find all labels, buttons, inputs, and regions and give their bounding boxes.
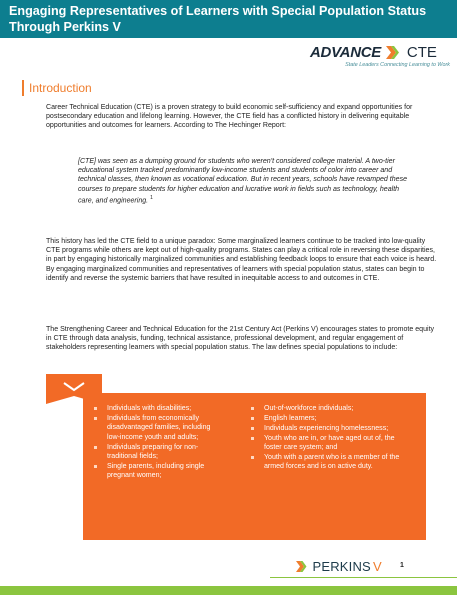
bullet-icon — [251, 456, 254, 459]
header-banner — [0, 0, 457, 38]
footnote-reference: 1 — [150, 194, 153, 201]
bullet-icon — [94, 446, 97, 449]
bullet-icon — [94, 417, 97, 420]
list-item: Youth who are in, or have aged out of, the foster care system; and — [250, 434, 400, 453]
list-item: English learners; — [250, 414, 400, 423]
list-item: Single parents, including single pregnant women; — [93, 462, 223, 481]
section-heading: Introduction — [29, 81, 92, 95]
section-accent-bar — [22, 80, 24, 96]
list-item: Individuals from economically disadvantaged families, including low-income youth and adults; — [93, 414, 223, 442]
perkins-paragraph: The Strengthening Career and Technical Education for the 21st Century Act (Perkins V) encourages states to promote equity in CTE through data analysis, funding, technical assistance, professional development, and regular engagement of stakeholders representing learners with special population status. The law defines special populations to include: — [46, 326, 435, 352]
footer-divider — [270, 577, 457, 578]
quote-text: [CTE] was seen as a dumping ground for students who weren't considered college material. A two-tier educational system tracked predominantly low-income students and students of color into career and technical classes, then known as vocational education. But in recent years, schools have revamped these courses to prepare students for higher education and lucrative work in fields such as technology, health care, and engineering. — [78, 158, 408, 205]
document-title: Engaging Representatives of Learners with Special Population Status Through Perkins V — [9, 4, 427, 34]
list-item: Individuals preparing for non-traditional fields; — [93, 443, 223, 462]
bullet-icon — [251, 407, 254, 410]
chevron-arrow-icon — [386, 46, 401, 59]
hechinger-quote — [78, 157, 414, 205]
logo-tagline: State Leaders Connecting Learning to Work — [345, 62, 450, 68]
bullet-icon — [94, 407, 97, 410]
special-populations-box — [83, 393, 426, 540]
list-item: Out-of-workforce individuals; — [250, 404, 400, 413]
bullet-icon — [251, 427, 254, 430]
advance-cte-logo — [310, 44, 450, 74]
footer-green-strip — [0, 586, 457, 595]
logo-advance-text: ADVANCE — [310, 44, 381, 62]
bullet-icon — [94, 465, 97, 468]
list-item: Individuals with disabilities; — [93, 404, 223, 413]
logo-cte-text: CTE — [406, 44, 437, 62]
perkins-v-logo — [296, 558, 382, 576]
bullet-icon — [251, 437, 254, 440]
perkins-text: PERKINS — [312, 559, 371, 575]
perkins-v-text: V — [372, 559, 382, 575]
intro-paragraph: Career Technical Education (CTE) is a proven strategy to build economic self-sufficiency and expand opportunities for postsecondary education and lifelong learning. However, the CTE field has a conflicted history in delivering equitable opportunities and outcomes for learners. According to The Hechinger Report: — [46, 104, 413, 130]
bullet-icon — [251, 417, 254, 420]
paradox-paragraph: This history has led the CTE field to a unique paradox: Some marginalized learners continue to be tracked into low-quality CTE programs while others are kept out of high-quality programs. States can play a critical role in reversing these disparities, in part by engaging historically marginalized communities and establishing feedback loops to ensure that each voice is heard. By engaging marginalized communities and representatives of learners with special population status, states can begin to identify and reverse the systemic barriers that have resulted in inequitable access to and outcomes in CTE. — [46, 238, 437, 282]
populations-list-left — [93, 404, 223, 481]
list-item: Youth with a parent who is a member of the armed forces and is on active duty. — [250, 453, 400, 472]
page-number: 1 — [400, 562, 404, 569]
list-item: Individuals experiencing homelessness; — [250, 424, 400, 433]
populations-list-right — [250, 404, 400, 472]
chevron-arrow-icon — [296, 561, 308, 572]
